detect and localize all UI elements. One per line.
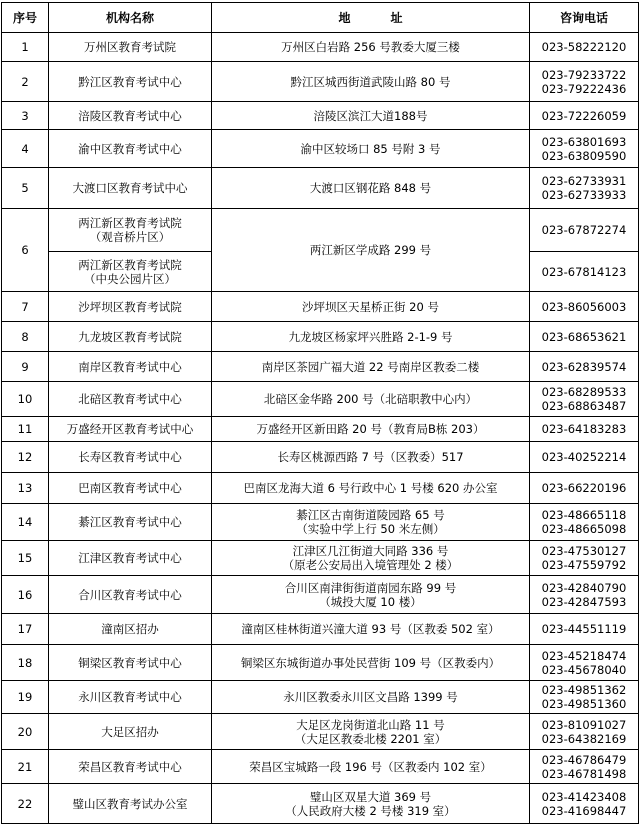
- cell-no: 1: [2, 33, 49, 62]
- table-row: [2, 322, 639, 352]
- cell-address-line: 铜梁区东城街道办事处民营街 109 号（区教委内）: [240, 655, 501, 670]
- cell-no: 11: [2, 417, 49, 442]
- cell-no: 2: [2, 62, 49, 102]
- cell-name-line: 綦江区教育考试中心: [78, 515, 182, 529]
- cell-address: [212, 614, 530, 645]
- cell-address: [212, 130, 530, 168]
- cell-name: [49, 473, 212, 504]
- table-row: [2, 784, 639, 824]
- cell-name-line: 万州区教育考试院: [84, 40, 176, 54]
- table-row: [2, 417, 639, 442]
- cell-name: [49, 576, 212, 614]
- cell-phone: [530, 576, 639, 614]
- header-no: 序号: [2, 3, 49, 33]
- cell-address: [212, 62, 530, 102]
- cell-phone-line: 023-46786479: [541, 752, 627, 767]
- cell-phone: [530, 33, 639, 62]
- cell-phone-line: 023-81091027: [541, 717, 627, 732]
- cell-address: [212, 645, 530, 681]
- cell-address-line: 大渡口区钢花路 848 号: [309, 181, 432, 195]
- cell-address: [212, 168, 530, 209]
- cell-address-line: 璧山区双星大道 369 号: [309, 789, 432, 804]
- header-phone: 咨询电话: [530, 3, 639, 33]
- cell-address-line: 江津区几江街道大同路 336 号: [292, 544, 449, 558]
- cell-phone: [530, 681, 639, 714]
- cell-name-line: 璧山区教育考试办公室: [72, 796, 188, 811]
- cell-address-line: 渝中区较场口 85 号附 3 号: [300, 141, 441, 156]
- cell-phone-line: 023-68863487: [541, 399, 627, 413]
- table-row: [2, 209, 639, 252]
- cell-phone: [530, 322, 639, 352]
- cell-address-line: 沙坪坝区天星桥正街 20 号: [302, 299, 439, 314]
- cell-no: 9: [2, 352, 49, 382]
- table-row: [2, 292, 639, 322]
- cell-phone-line: 023-45678040: [541, 662, 627, 677]
- cell-phone: [530, 645, 639, 681]
- cell-name-line: 潼南区招办: [101, 622, 159, 636]
- cell-name-line: 沙坪坝区教育考试院: [78, 299, 182, 314]
- cell-address: [212, 292, 530, 322]
- cell-no: 5: [2, 168, 49, 209]
- table-row: [2, 750, 639, 784]
- cell-phone: [530, 442, 639, 473]
- cell-name-line: 江津区教育考试中心: [78, 551, 182, 565]
- cell-phone-line: 023-45218474: [541, 648, 627, 663]
- cell-name: [49, 714, 212, 750]
- cell-address-line: 綦江区古南街道陵园路 65 号: [296, 508, 445, 522]
- cell-address-line: 北碚区金华路 200 号（北碚职教中心内）: [263, 392, 478, 406]
- cell-name: [49, 33, 212, 62]
- cell-address: [212, 322, 530, 352]
- table-row: [2, 473, 639, 504]
- cell-name: [49, 681, 212, 714]
- cell-name-line: 黔江区教育考试中心: [78, 74, 182, 89]
- cell-name: [49, 352, 212, 382]
- cell-name-line: 铜梁区教育考试中心: [78, 655, 182, 670]
- cell-address-line: 潼南区桂林街道兴潼大道 93 号（区教委 502 室）: [241, 622, 500, 636]
- cell-address-line: 涪陵区滨江大道188号: [313, 108, 428, 123]
- cell-phone: [530, 102, 639, 130]
- cell-name-line: 永川区教育考试中心: [78, 690, 182, 704]
- cell-no: 17: [2, 614, 49, 645]
- cell-phone: [530, 504, 639, 541]
- cell-name: [49, 209, 212, 252]
- table-row: [2, 442, 639, 473]
- cell-address-line: 两江新区学成路 299 号: [309, 243, 432, 257]
- cell-no: 6: [2, 209, 49, 292]
- cell-phone-line: 023-47530127: [541, 544, 627, 558]
- cell-name-line: 渝中区教育考试中心: [78, 141, 182, 156]
- cell-name: [49, 541, 212, 576]
- cell-name: [49, 382, 212, 417]
- cell-address-line: 万州区白岩路 256 号教委大厦三楼: [281, 40, 460, 54]
- cell-address-line: 九龙坡区杨家坪兴胜路 2-1-9 号: [288, 329, 453, 344]
- cell-phone-line: 023-64183283: [541, 422, 627, 436]
- cell-name: [49, 645, 212, 681]
- cell-address-line: 万盛经开区新田路 20 号（教育局B栋 203）: [256, 422, 485, 436]
- cell-address: [212, 681, 530, 714]
- cell-name-line: 巴南区教育考试中心: [78, 481, 182, 495]
- cell-no: 14: [2, 504, 49, 541]
- cell-phone-line: 023-66220196: [541, 481, 627, 495]
- cell-name-line: 合川区教育考试中心: [78, 587, 182, 602]
- table-row: [2, 130, 639, 168]
- cell-address: [212, 714, 530, 750]
- cell-no: 8: [2, 322, 49, 352]
- cell-phone-line: 023-68653621: [541, 329, 627, 344]
- table-row: [2, 168, 639, 209]
- cell-phone-line: 023-58222120: [541, 40, 627, 54]
- cell-phone-line: 023-41423408: [541, 789, 627, 804]
- cell-phone: [530, 62, 639, 102]
- table-row: [2, 504, 639, 541]
- cell-no: 7: [2, 292, 49, 322]
- cell-no: 13: [2, 473, 49, 504]
- cell-address-line: （人民政府大楼 2 号楼 319 室）: [285, 803, 456, 818]
- cell-phone-line: 023-67814123: [541, 264, 627, 279]
- cell-phone-line: 023-62733933: [541, 188, 627, 202]
- cell-phone: [530, 750, 639, 784]
- cell-name: [49, 62, 212, 102]
- cell-phone: [530, 417, 639, 442]
- table-row: [2, 541, 639, 576]
- cell-no: 18: [2, 645, 49, 681]
- cell-address: [212, 750, 530, 784]
- cell-address: [212, 352, 530, 382]
- cell-phone-line: 023-40252214: [541, 450, 627, 464]
- cell-name: [49, 130, 212, 168]
- cell-address-line: （大足区教委北楼 2201 室）: [294, 731, 447, 746]
- cell-no: 12: [2, 442, 49, 473]
- cell-name-line: 九龙坡区教育考试院: [78, 329, 182, 344]
- cell-address-line: 长寿区桃源西路 7 号（区教委）517: [277, 450, 464, 464]
- cell-phone: [530, 209, 639, 252]
- cell-name: [49, 292, 212, 322]
- table-row: [2, 681, 639, 714]
- cell-no: 4: [2, 130, 49, 168]
- cell-phone: [530, 382, 639, 417]
- cell-address-line: 永川区教委永川区文昌路 1399 号: [283, 690, 458, 704]
- cell-name-line: 两江新区教育考试院: [78, 257, 182, 272]
- cell-name-line: 北碚区教育考试中心: [78, 392, 182, 406]
- cell-phone-line: 023-42840790: [541, 580, 627, 595]
- cell-phone-line: 023-46781498: [541, 766, 627, 781]
- cell-phone-line: 023-44551119: [541, 622, 627, 636]
- cell-name-line: 荣昌区教育考试中心: [78, 759, 182, 774]
- cell-address-line: （实验中学上行 50 米左侧）: [296, 522, 445, 536]
- cell-no: 19: [2, 681, 49, 714]
- cell-no: 20: [2, 714, 49, 750]
- cell-name-line: 万盛经开区教育考试中心: [66, 422, 194, 436]
- cell-address: [212, 102, 530, 130]
- cell-name: [49, 784, 212, 824]
- cell-phone: [530, 252, 639, 292]
- cell-address: [212, 541, 530, 576]
- cell-address-line: 大足区龙岗街道北山路 11 号: [296, 717, 445, 732]
- cell-address: [212, 442, 530, 473]
- cell-phone: [530, 714, 639, 750]
- cell-address: [212, 504, 530, 541]
- cell-name-line: 大渡口区教育考试中心: [72, 181, 188, 195]
- cell-name: [49, 614, 212, 645]
- cell-no: 16: [2, 576, 49, 614]
- cell-phone-line: 023-47559792: [541, 558, 627, 572]
- cell-address-line: （原老公安局出入境管理处 2 楼）: [282, 558, 459, 572]
- cell-name: [49, 504, 212, 541]
- cell-phone: [530, 614, 639, 645]
- cell-name-line: 大足区招办: [101, 724, 159, 739]
- cell-address-line: 巴南区龙海大道 6 号行政中心 1 号楼 620 办公室: [243, 481, 498, 495]
- cell-name-line: （观音桥片区）: [89, 230, 171, 244]
- cell-phone: [530, 292, 639, 322]
- cell-address-line: 黔江区城西街道武陵山路 80 号: [290, 74, 451, 89]
- table-row: [2, 576, 639, 614]
- cell-phone-line: 023-68289533: [541, 385, 627, 399]
- exam-office-table: [1, 2, 639, 824]
- cell-phone: [530, 168, 639, 209]
- table-row: [2, 614, 639, 645]
- cell-name: [49, 168, 212, 209]
- cell-address-line: 合川区南津街街道南园东路 99 号: [284, 580, 457, 595]
- table-row: [2, 102, 639, 130]
- cell-name-line: 长寿区教育考试中心: [78, 450, 182, 464]
- cell-no: 22: [2, 784, 49, 824]
- cell-phone-line: 023-63809590: [541, 148, 627, 163]
- cell-phone-line: 023-41698447: [541, 803, 627, 818]
- cell-no: 15: [2, 541, 49, 576]
- cell-address-line: （城投大厦 10 楼）: [319, 594, 422, 609]
- cell-name-line: 涪陵区教育考试中心: [78, 108, 182, 123]
- cell-address: [212, 417, 530, 442]
- cell-phone-line: 023-42847593: [541, 594, 627, 609]
- cell-name: [49, 417, 212, 442]
- cell-phone-line: 023-62839574: [541, 359, 627, 374]
- cell-phone: [530, 130, 639, 168]
- table-row: [2, 382, 639, 417]
- table-row: [2, 33, 639, 62]
- table-row: [2, 645, 639, 681]
- cell-address: [212, 382, 530, 417]
- cell-address-line: 荣昌区宝城路一段 196 号（区教委内 102 室）: [249, 759, 492, 774]
- cell-address: [212, 784, 530, 824]
- cell-phone-line: 023-79222436: [541, 81, 627, 96]
- cell-name-line: （中央公园片区）: [84, 271, 176, 286]
- cell-phone: [530, 473, 639, 504]
- cell-phone-line: 023-49851362: [541, 683, 627, 697]
- cell-phone-line: 023-49851360: [541, 697, 627, 711]
- cell-phone-line: 023-72226059: [541, 108, 627, 123]
- cell-name: [49, 252, 212, 292]
- cell-phone: [530, 352, 639, 382]
- cell-phone: [530, 784, 639, 824]
- cell-name: [49, 102, 212, 130]
- cell-address-line: 南岸区茶园广福大道 22 号南岸区教委二楼: [261, 359, 480, 374]
- cell-address: [212, 473, 530, 504]
- cell-phone-line: 023-48665098: [541, 522, 627, 536]
- cell-name: [49, 442, 212, 473]
- cell-phone-line: 023-62733931: [541, 174, 627, 188]
- cell-phone-line: 023-63801693: [541, 134, 627, 149]
- cell-no: 21: [2, 750, 49, 784]
- cell-address: [212, 576, 530, 614]
- cell-phone-line: 023-48665118: [541, 508, 627, 522]
- cell-phone-line: 023-64382169: [541, 731, 627, 746]
- cell-name: [49, 322, 212, 352]
- cell-phone: [530, 541, 639, 576]
- cell-name-line: 两江新区教育考试院: [78, 216, 182, 230]
- cell-name-line: 南岸区教育考试中心: [78, 359, 182, 374]
- cell-no: 3: [2, 102, 49, 130]
- table-row: [2, 714, 639, 750]
- cell-address: [212, 33, 530, 62]
- table-row: [2, 62, 639, 102]
- cell-name: [49, 750, 212, 784]
- cell-phone-line: 023-67872274: [541, 223, 627, 237]
- header-address: 地 址: [212, 3, 530, 33]
- table-header-row: [2, 3, 639, 33]
- cell-address: [212, 209, 530, 292]
- header-name: 机构名称: [49, 3, 212, 33]
- cell-phone-line: 023-79233722: [541, 67, 627, 82]
- cell-no: 10: [2, 382, 49, 417]
- cell-phone-line: 023-86056003: [541, 299, 627, 314]
- table-row: [2, 352, 639, 382]
